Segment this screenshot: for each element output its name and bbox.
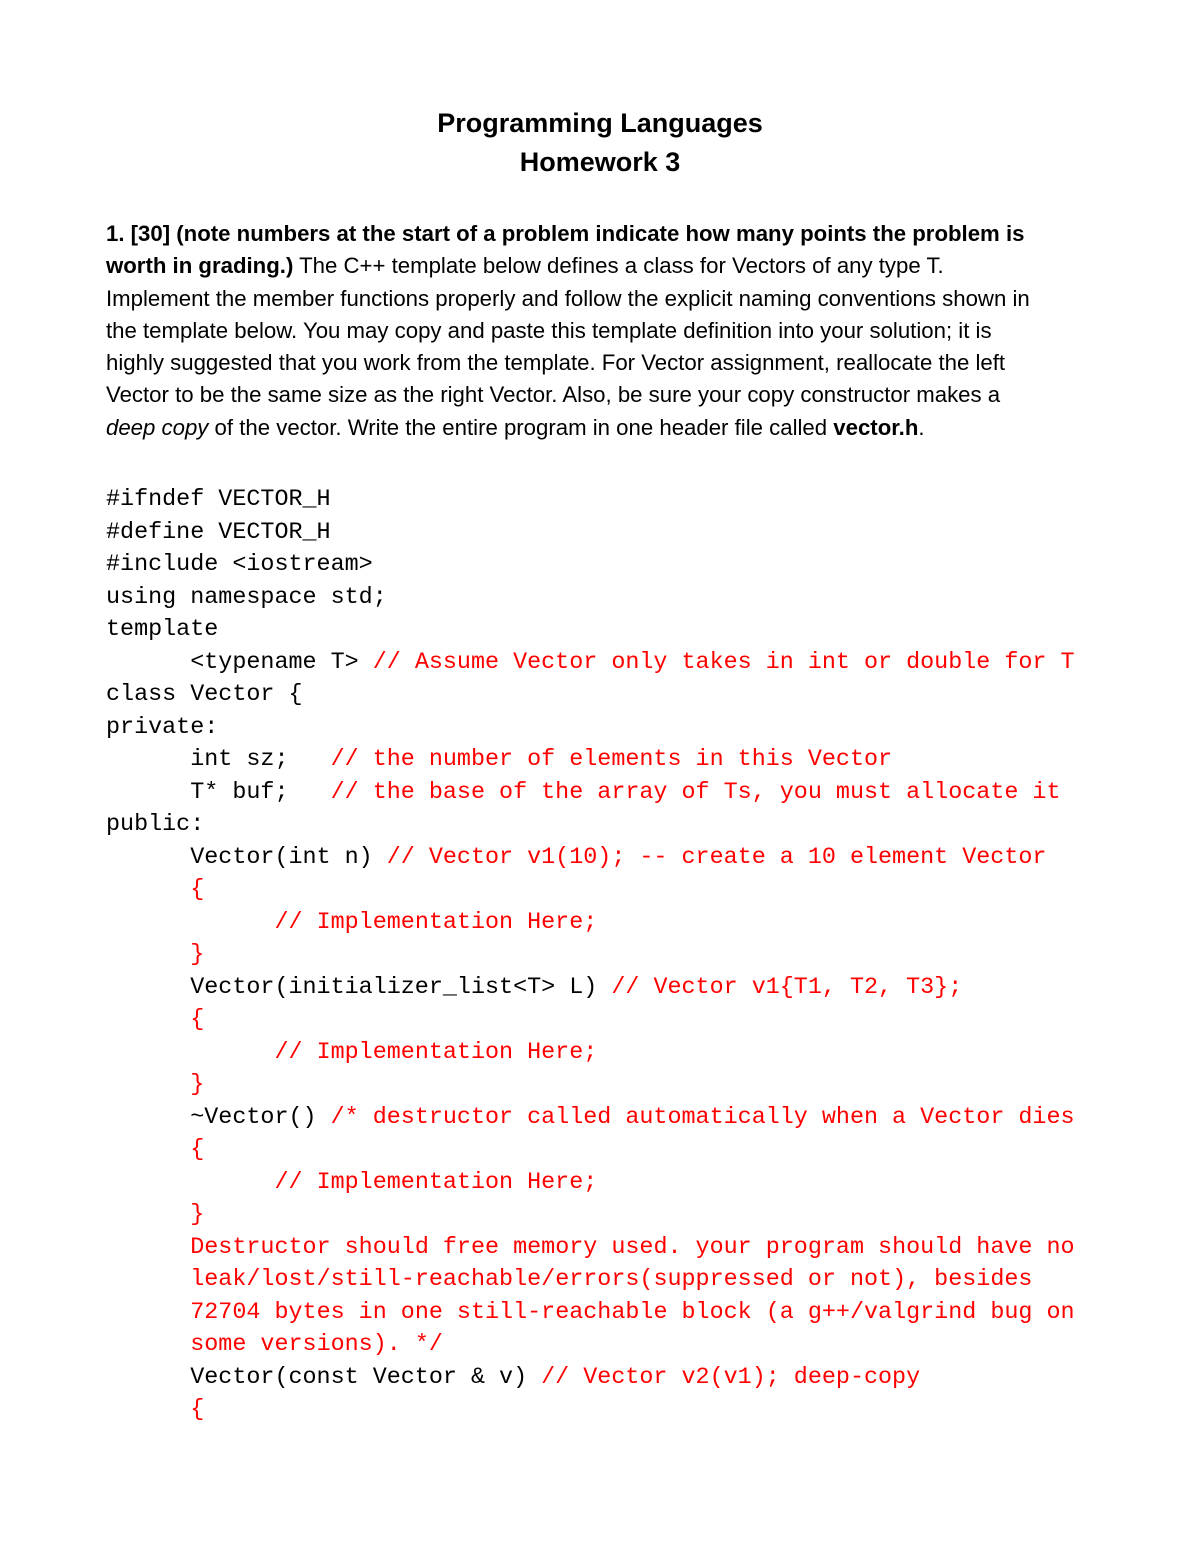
code-line (106, 712, 1106, 745)
code-comment: 72704 bytes in one still-reachable block (a g++/valgrind bug on (190, 1299, 1075, 1326)
code-line (106, 1264, 1106, 1297)
code-comment: } (190, 1202, 205, 1228)
code-comment: { (190, 877, 205, 903)
code-line (106, 972, 1106, 1005)
code-comment: } (190, 942, 205, 968)
emphasis-deep-copy: deep copy (106, 414, 209, 440)
code-comment: // Implementation Here; (274, 909, 598, 936)
code-line (106, 809, 1106, 842)
code-comment: { (190, 1007, 205, 1033)
code-text: using namespace std; (106, 584, 387, 611)
code-text: Vector(const Vector & v) (106, 1364, 542, 1391)
code-line (106, 582, 1106, 615)
code-listing (106, 484, 1106, 1427)
code-text (106, 1397, 190, 1423)
document-subtitle: Homework 3 (519, 147, 681, 177)
code-line (106, 874, 1106, 907)
code-text: class Vector { (106, 682, 303, 708)
problem-text: The C++ template below defines a class for Vectors of any type T. (293, 253, 944, 279)
code-text (106, 1235, 190, 1261)
code-text: #define VECTOR_H (106, 519, 331, 546)
code-text (106, 1170, 274, 1196)
code-text (106, 1202, 190, 1228)
document-title: Programming Languages (437, 108, 763, 138)
problem-line-1 (106, 218, 1106, 250)
code-comment: some versions). */ (190, 1332, 443, 1358)
code-line (106, 679, 1106, 712)
code-line (106, 777, 1106, 810)
code-text (106, 1137, 190, 1163)
code-comment: Destructor should free memory used. your program should have no (190, 1234, 1075, 1261)
code-text (106, 1072, 190, 1098)
problem-line-3: Implement the member functions properly and follow the explicit naming conventions shown in (106, 285, 1030, 311)
code-line (106, 939, 1106, 972)
code-line (106, 907, 1106, 940)
code-line (106, 842, 1106, 875)
code-line (106, 1362, 1106, 1395)
code-line (106, 1297, 1106, 1330)
code-line (106, 744, 1106, 777)
code-line (106, 614, 1106, 647)
code-text: int sz; (106, 747, 331, 773)
code-text: Vector(initializer_list<T> L) (106, 974, 612, 1001)
filename: vector.h (833, 414, 919, 440)
code-comment: leak/lost/still-reachable/errors(suppressed or not), besides (190, 1267, 1033, 1293)
problem-heading: 1. [30] (note numbers at the start of a problem indicate how many points the problem is (106, 221, 1025, 246)
code-line (106, 647, 1106, 680)
code-line (106, 1037, 1106, 1070)
code-line (106, 549, 1106, 582)
code-text: template (106, 617, 219, 643)
code-comment: // the base of the array of Ts, you must allocate it (330, 779, 1061, 806)
problem-line-5: highly suggested that you work from the template. For Vector assignment, reallocate the left (106, 350, 1006, 376)
problem-heading-end: worth in grading.) (106, 253, 294, 279)
code-line (106, 1329, 1106, 1362)
code-text (106, 877, 190, 903)
problem-text: . (918, 414, 925, 440)
code-comment: // Vector v2(v1); deep-copy (541, 1364, 921, 1391)
code-text: public: (106, 812, 205, 838)
code-text: #include <iostream> (106, 552, 373, 578)
problem-line-4: the template below. You may copy and paste this template definition into your solution; it is (106, 317, 992, 343)
code-text: Vector(int n) (106, 844, 387, 871)
code-text: <typename T> (106, 649, 373, 676)
code-comment: { (190, 1397, 205, 1423)
problem-line-7 (106, 412, 1106, 444)
code-text: private: (106, 714, 219, 741)
code-comment: /* destructor called automatically when a Vector dies (330, 1104, 1075, 1131)
code-line (106, 1394, 1106, 1427)
code-comment: // the number of elements in this Vector (330, 747, 893, 773)
code-line (106, 1069, 1106, 1102)
problem-statement (106, 218, 1106, 444)
code-comment: } (190, 1072, 205, 1098)
code-text (106, 942, 190, 968)
problem-line-2 (106, 250, 1106, 282)
problem-line-6: Vector to be the same size as the right Vector. Also, be sure your copy constructor makes a (106, 382, 1001, 408)
code-comment: // Implementation Here; (274, 1039, 598, 1066)
code-line (106, 1199, 1106, 1232)
code-text: T* buf; (106, 779, 331, 806)
code-comment: // Implementation Here; (274, 1169, 598, 1196)
code-text: ~Vector() (106, 1104, 331, 1131)
code-comment: // Assume Vector only takes in int or double for T (372, 649, 1075, 676)
code-line (106, 517, 1106, 550)
code-line (106, 484, 1106, 517)
code-line (106, 1004, 1106, 1037)
code-line (106, 1102, 1106, 1135)
code-text: #ifndef VECTOR_H (106, 487, 331, 513)
code-comment: // Vector v1{T1, T2, T3}; (611, 974, 963, 1001)
code-text (106, 1267, 190, 1293)
code-comment: // Vector v1(10); -- create a 10 element Vector (386, 844, 1047, 871)
code-line (106, 1134, 1106, 1167)
code-comment: { (190, 1137, 205, 1163)
code-text (106, 1007, 190, 1033)
code-line (106, 1167, 1106, 1200)
code-text (106, 1332, 190, 1358)
code-text (106, 1040, 274, 1066)
code-text (106, 1300, 190, 1326)
problem-text: of the vector. Write the entire program in one header file called (208, 414, 834, 440)
code-text (106, 910, 274, 936)
code-line (106, 1232, 1106, 1265)
